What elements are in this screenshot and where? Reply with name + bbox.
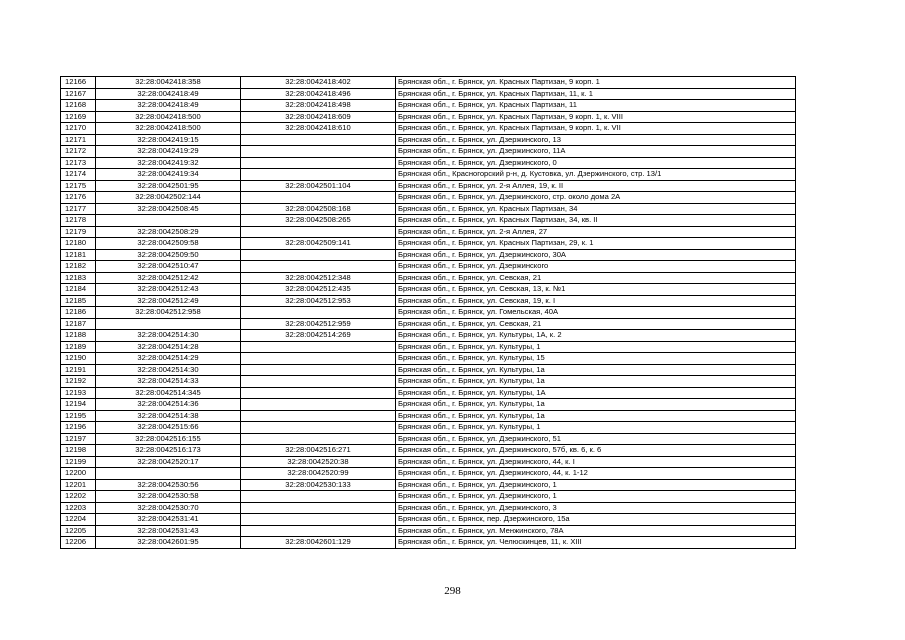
address-cell: Брянская обл., г. Брянск, ул. 2-я Аллея, 27 bbox=[396, 226, 796, 238]
address-cell: Брянская обл., г. Брянск, ул. Дзержинского bbox=[396, 261, 796, 273]
row-number-cell: 12167 bbox=[61, 88, 96, 100]
row-number-cell: 12202 bbox=[61, 491, 96, 503]
row-number-cell: 12195 bbox=[61, 410, 96, 422]
land-cadastral-number-cell: 32:28:0042514:36 bbox=[96, 399, 241, 411]
row-number-cell: 12193 bbox=[61, 387, 96, 399]
land-cadastral-number-cell: 32:28:0042502:144 bbox=[96, 192, 241, 204]
land-cadastral-number-cell: 32:28:0042516:173 bbox=[96, 445, 241, 457]
row-number-cell: 12172 bbox=[61, 146, 96, 158]
object-cadastral-number-cell: 32:28:0042520:38 bbox=[241, 456, 396, 468]
object-cadastral-number-cell bbox=[241, 387, 396, 399]
address-cell: Брянская обл., г. Брянск, ул. Культуры, 15 bbox=[396, 353, 796, 365]
land-cadastral-number-cell: 32:28:0042509:50 bbox=[96, 249, 241, 261]
row-number-cell: 12200 bbox=[61, 468, 96, 480]
object-cadastral-number-cell: 32:28:0042508:265 bbox=[241, 215, 396, 227]
object-cadastral-number-cell: 32:28:0042512:435 bbox=[241, 284, 396, 296]
table-row bbox=[61, 111, 796, 123]
land-cadastral-number-cell: 32:28:0042510:47 bbox=[96, 261, 241, 273]
object-cadastral-number-cell bbox=[241, 502, 396, 514]
table-row bbox=[61, 134, 796, 146]
row-number-cell: 12177 bbox=[61, 203, 96, 215]
land-cadastral-number-cell: 32:28:0042514:30 bbox=[96, 364, 241, 376]
land-cadastral-number-cell: 32:28:0042512:42 bbox=[96, 272, 241, 284]
table-row bbox=[61, 295, 796, 307]
table-body bbox=[61, 77, 796, 549]
row-number-cell: 12168 bbox=[61, 100, 96, 112]
object-cadastral-number-cell bbox=[241, 157, 396, 169]
table-row bbox=[61, 376, 796, 388]
address-cell: Брянская обл., г. Брянск, ул. Красных Партизан, 9 корп. 1 bbox=[396, 77, 796, 89]
table-row bbox=[61, 456, 796, 468]
land-cadastral-number-cell: 32:28:0042512:958 bbox=[96, 307, 241, 319]
row-number-cell: 12199 bbox=[61, 456, 96, 468]
row-number-cell: 12205 bbox=[61, 525, 96, 537]
land-cadastral-number-cell: 32:28:0042514:38 bbox=[96, 410, 241, 422]
table-row bbox=[61, 364, 796, 376]
address-cell: Брянская обл., г. Брянск, ул. Дзержинского, 44, к. I bbox=[396, 456, 796, 468]
address-cell: Брянская обл., г. Брянск, ул. Красных Партизан, 11 bbox=[396, 100, 796, 112]
row-number-cell: 12182 bbox=[61, 261, 96, 273]
row-number-cell: 12185 bbox=[61, 295, 96, 307]
row-number-cell: 12176 bbox=[61, 192, 96, 204]
table-row bbox=[61, 123, 796, 135]
row-number-cell: 12171 bbox=[61, 134, 96, 146]
object-cadastral-number-cell bbox=[241, 364, 396, 376]
table-row bbox=[61, 77, 796, 89]
address-cell: Брянская обл., г. Брянск, ул. Севская, 19, к. I bbox=[396, 295, 796, 307]
row-number-cell: 12178 bbox=[61, 215, 96, 227]
table-row bbox=[61, 330, 796, 342]
address-cell: Брянская обл., г. Брянск, ул. Культуры, 1 bbox=[396, 341, 796, 353]
address-cell: Брянская обл., г. Брянск, ул. Красных Партизан, 11, к. 1 bbox=[396, 88, 796, 100]
table-row bbox=[61, 491, 796, 503]
address-cell: Брянская обл., г. Брянск, ул. Красных Партизан, 9 корп. 1, к. VIII bbox=[396, 111, 796, 123]
row-number-cell: 12201 bbox=[61, 479, 96, 491]
land-cadastral-number-cell: 32:28:0042501:95 bbox=[96, 180, 241, 192]
address-cell: Брянская обл., г. Брянск, ул. Севская, 13, к. №1 bbox=[396, 284, 796, 296]
row-number-cell: 12181 bbox=[61, 249, 96, 261]
address-cell: Брянская обл., г. Брянск, пер. Дзержинского, 15а bbox=[396, 514, 796, 526]
address-cell: Брянская обл., г. Брянск, ул. Культуры, 1А, к. 2 bbox=[396, 330, 796, 342]
object-cadastral-number-cell: 32:28:0042508:168 bbox=[241, 203, 396, 215]
land-cadastral-number-cell: 32:28:0042512:49 bbox=[96, 295, 241, 307]
land-cadastral-number-cell: 32:28:0042516:155 bbox=[96, 433, 241, 445]
object-cadastral-number-cell bbox=[241, 514, 396, 526]
address-cell: Брянская обл., г. Брянск, ул. Дзержинского, 57б, кв. 6, к. 6 bbox=[396, 445, 796, 457]
table-row bbox=[61, 146, 796, 158]
table-row bbox=[61, 169, 796, 181]
land-cadastral-number-cell: 32:28:0042419:32 bbox=[96, 157, 241, 169]
object-cadastral-number-cell: 32:28:0042501:104 bbox=[241, 180, 396, 192]
row-number-cell: 12169 bbox=[61, 111, 96, 123]
table-row bbox=[61, 180, 796, 192]
address-cell: Брянская обл., г. Брянск, ул. Культуры, 1а bbox=[396, 364, 796, 376]
land-cadastral-number-cell: 32:28:0042530:56 bbox=[96, 479, 241, 491]
address-cell: Брянская обл., г. Брянск, ул. Дзержинского, 1 bbox=[396, 479, 796, 491]
table-row bbox=[61, 479, 796, 491]
land-cadastral-number-cell: 32:28:0042419:29 bbox=[96, 146, 241, 158]
object-cadastral-number-cell bbox=[241, 261, 396, 273]
table-row bbox=[61, 203, 796, 215]
table-row bbox=[61, 307, 796, 319]
address-cell: Брянская обл., г. Брянск, ул. Гомельская, 40А bbox=[396, 307, 796, 319]
object-cadastral-number-cell bbox=[241, 491, 396, 503]
object-cadastral-number-cell: 32:28:0042516:271 bbox=[241, 445, 396, 457]
table-row bbox=[61, 399, 796, 411]
row-number-cell: 12173 bbox=[61, 157, 96, 169]
table-row bbox=[61, 318, 796, 330]
land-cadastral-number-cell: 32:28:0042508:45 bbox=[96, 203, 241, 215]
address-cell: Брянская обл., г. Брянск, ул. Дзержинского, стр. около дома 2А bbox=[396, 192, 796, 204]
table-row bbox=[61, 341, 796, 353]
land-cadastral-number-cell: 32:28:0042418:500 bbox=[96, 123, 241, 135]
object-cadastral-number-cell bbox=[241, 353, 396, 365]
object-cadastral-number-cell: 32:28:0042418:609 bbox=[241, 111, 396, 123]
land-cadastral-number-cell: 32:28:0042514:30 bbox=[96, 330, 241, 342]
address-cell: Брянская обл., г. Брянск, ул. Красных Партизан, 34 bbox=[396, 203, 796, 215]
row-number-cell: 12206 bbox=[61, 537, 96, 549]
object-cadastral-number-cell: 32:28:0042520:99 bbox=[241, 468, 396, 480]
object-cadastral-number-cell bbox=[241, 410, 396, 422]
row-number-cell: 12188 bbox=[61, 330, 96, 342]
land-cadastral-number-cell: 32:28:0042514:33 bbox=[96, 376, 241, 388]
address-cell: Брянская обл., г. Брянск, ул. Красных Партизан, 34, кв. II bbox=[396, 215, 796, 227]
object-cadastral-number-cell: 32:28:0042418:498 bbox=[241, 100, 396, 112]
table-row bbox=[61, 215, 796, 227]
address-cell: Брянская обл., г. Брянск, ул. Культуры, 1а bbox=[396, 410, 796, 422]
object-cadastral-number-cell: 32:28:0042514:269 bbox=[241, 330, 396, 342]
address-cell: Брянская обл., г. Брянск, ул. Дзержинского, 44, к. 1-12 bbox=[396, 468, 796, 480]
row-number-cell: 12189 bbox=[61, 341, 96, 353]
row-number-cell: 12194 bbox=[61, 399, 96, 411]
land-cadastral-number-cell: 32:28:0042419:15 bbox=[96, 134, 241, 146]
row-number-cell: 12170 bbox=[61, 123, 96, 135]
address-cell: Брянская обл., г. Брянск, ул. Севская, 21 bbox=[396, 272, 796, 284]
address-cell: Брянская обл., г. Брянск, ул. Культуры, 1А bbox=[396, 387, 796, 399]
address-cell: Брянская обл., г. Брянск, ул. Дзержинского, 11А bbox=[396, 146, 796, 158]
object-cadastral-number-cell: 32:28:0042418:402 bbox=[241, 77, 396, 89]
land-cadastral-number-cell: 32:28:0042514:345 bbox=[96, 387, 241, 399]
address-cell: Брянская обл., г. Брянск, ул. Севская, 21 bbox=[396, 318, 796, 330]
address-cell: Брянская обл., г. Брянск, ул. Дзержинского, 13 bbox=[396, 134, 796, 146]
object-cadastral-number-cell bbox=[241, 399, 396, 411]
table-row bbox=[61, 226, 796, 238]
object-cadastral-number-cell bbox=[241, 525, 396, 537]
table-row bbox=[61, 537, 796, 549]
land-cadastral-number-cell: 32:28:0042418:500 bbox=[96, 111, 241, 123]
table-row bbox=[61, 410, 796, 422]
row-number-cell: 12204 bbox=[61, 514, 96, 526]
land-cadastral-number-cell bbox=[96, 215, 241, 227]
land-cadastral-number-cell: 32:28:0042514:29 bbox=[96, 353, 241, 365]
land-cadastral-number-cell bbox=[96, 318, 241, 330]
row-number-cell: 12174 bbox=[61, 169, 96, 181]
address-cell: Брянская обл., г. Брянск, ул. Дзержинского, 30А bbox=[396, 249, 796, 261]
land-cadastral-number-cell: 32:28:0042512:43 bbox=[96, 284, 241, 296]
table-row bbox=[61, 353, 796, 365]
object-cadastral-number-cell: 32:28:0042418:496 bbox=[241, 88, 396, 100]
address-cell: Брянская обл., г. Брянск, ул. Дзержинского, 0 bbox=[396, 157, 796, 169]
land-cadastral-number-cell: 32:28:0042419:34 bbox=[96, 169, 241, 181]
object-cadastral-number-cell bbox=[241, 192, 396, 204]
land-cadastral-number-cell: 32:28:0042418:49 bbox=[96, 88, 241, 100]
table-row bbox=[61, 433, 796, 445]
address-cell: Брянская обл., г. Брянск, ул. Культуры, 1а bbox=[396, 399, 796, 411]
row-number-cell: 12203 bbox=[61, 502, 96, 514]
table-row bbox=[61, 272, 796, 284]
address-cell: Брянская обл., г. Брянск, ул. Дзержинского, 3 bbox=[396, 502, 796, 514]
row-number-cell: 12180 bbox=[61, 238, 96, 250]
table-row bbox=[61, 468, 796, 480]
cadastral-table bbox=[60, 76, 796, 549]
land-cadastral-number-cell: 32:28:0042530:70 bbox=[96, 502, 241, 514]
land-cadastral-number-cell: 32:28:0042509:58 bbox=[96, 238, 241, 250]
address-cell: Брянская обл., г. Брянск, ул. Культуры, 1а bbox=[396, 376, 796, 388]
object-cadastral-number-cell: 32:28:0042530:133 bbox=[241, 479, 396, 491]
row-number-cell: 12175 bbox=[61, 180, 96, 192]
land-cadastral-number-cell bbox=[96, 468, 241, 480]
object-cadastral-number-cell bbox=[241, 169, 396, 181]
object-cadastral-number-cell: 32:28:0042512:959 bbox=[241, 318, 396, 330]
table-row bbox=[61, 249, 796, 261]
land-cadastral-number-cell: 32:28:0042508:29 bbox=[96, 226, 241, 238]
row-number-cell: 12186 bbox=[61, 307, 96, 319]
land-cadastral-number-cell: 32:28:0042514:28 bbox=[96, 341, 241, 353]
land-cadastral-number-cell: 32:28:0042520:17 bbox=[96, 456, 241, 468]
address-cell: Брянская обл., г. Брянск, ул. Культуры, 1 bbox=[396, 422, 796, 434]
object-cadastral-number-cell bbox=[241, 307, 396, 319]
land-cadastral-number-cell: 32:28:0042418:49 bbox=[96, 100, 241, 112]
land-cadastral-number-cell: 32:28:0042515:66 bbox=[96, 422, 241, 434]
table-row bbox=[61, 192, 796, 204]
table-row bbox=[61, 445, 796, 457]
row-number-cell: 12198 bbox=[61, 445, 96, 457]
row-number-cell: 12197 bbox=[61, 433, 96, 445]
row-number-cell: 12179 bbox=[61, 226, 96, 238]
object-cadastral-number-cell bbox=[241, 376, 396, 388]
object-cadastral-number-cell bbox=[241, 146, 396, 158]
address-cell: Брянская обл., г. Брянск, ул. 2-я Аллея, 19, к. II bbox=[396, 180, 796, 192]
object-cadastral-number-cell bbox=[241, 422, 396, 434]
row-number-cell: 12183 bbox=[61, 272, 96, 284]
object-cadastral-number-cell: 32:28:0042512:953 bbox=[241, 295, 396, 307]
object-cadastral-number-cell: 32:28:0042601:129 bbox=[241, 537, 396, 549]
table-row bbox=[61, 284, 796, 296]
land-cadastral-number-cell: 32:28:0042601:95 bbox=[96, 537, 241, 549]
object-cadastral-number-cell bbox=[241, 341, 396, 353]
land-cadastral-number-cell: 32:28:0042418:358 bbox=[96, 77, 241, 89]
object-cadastral-number-cell bbox=[241, 433, 396, 445]
table-row bbox=[61, 100, 796, 112]
table-row bbox=[61, 261, 796, 273]
table-row bbox=[61, 88, 796, 100]
table-row bbox=[61, 387, 796, 399]
object-cadastral-number-cell bbox=[241, 249, 396, 261]
address-cell: Брянская обл., г. Брянск, ул. Дзержинского, 51 bbox=[396, 433, 796, 445]
row-number-cell: 12191 bbox=[61, 364, 96, 376]
address-cell: Брянская обл., г. Брянск, ул. Менжинского, 78А bbox=[396, 525, 796, 537]
land-cadastral-number-cell: 32:28:0042531:41 bbox=[96, 514, 241, 526]
address-cell: Брянская обл., Красногорский р-н, д. Кустовка, ул. Дзержинского, стр. 13/1 bbox=[396, 169, 796, 181]
table-row bbox=[61, 514, 796, 526]
table-row bbox=[61, 502, 796, 514]
object-cadastral-number-cell bbox=[241, 134, 396, 146]
address-cell: Брянская обл., г. Брянск, ул. Челюскинцев, 11, к. XIII bbox=[396, 537, 796, 549]
table-row bbox=[61, 525, 796, 537]
row-number-cell: 12187 bbox=[61, 318, 96, 330]
document-table-container bbox=[60, 76, 796, 549]
table-row bbox=[61, 422, 796, 434]
object-cadastral-number-cell: 32:28:0042418:610 bbox=[241, 123, 396, 135]
land-cadastral-number-cell: 32:28:0042530:58 bbox=[96, 491, 241, 503]
object-cadastral-number-cell: 32:28:0042512:348 bbox=[241, 272, 396, 284]
page-number: 298 bbox=[444, 585, 461, 597]
row-number-cell: 12190 bbox=[61, 353, 96, 365]
address-cell: Брянская обл., г. Брянск, ул. Красных Партизан, 9 корп. 1, к. VII bbox=[396, 123, 796, 135]
address-cell: Брянская обл., г. Брянск, ул. Дзержинского, 1 bbox=[396, 491, 796, 503]
table-row bbox=[61, 238, 796, 250]
object-cadastral-number-cell bbox=[241, 226, 396, 238]
land-cadastral-number-cell: 32:28:0042531:43 bbox=[96, 525, 241, 537]
row-number-cell: 12196 bbox=[61, 422, 96, 434]
row-number-cell: 12192 bbox=[61, 376, 96, 388]
address-cell: Брянская обл., г. Брянск, ул. Красных Партизан, 29, к. 1 bbox=[396, 238, 796, 250]
row-number-cell: 12166 bbox=[61, 77, 96, 89]
table-row bbox=[61, 157, 796, 169]
row-number-cell: 12184 bbox=[61, 284, 96, 296]
object-cadastral-number-cell: 32:28:0042509:141 bbox=[241, 238, 396, 250]
